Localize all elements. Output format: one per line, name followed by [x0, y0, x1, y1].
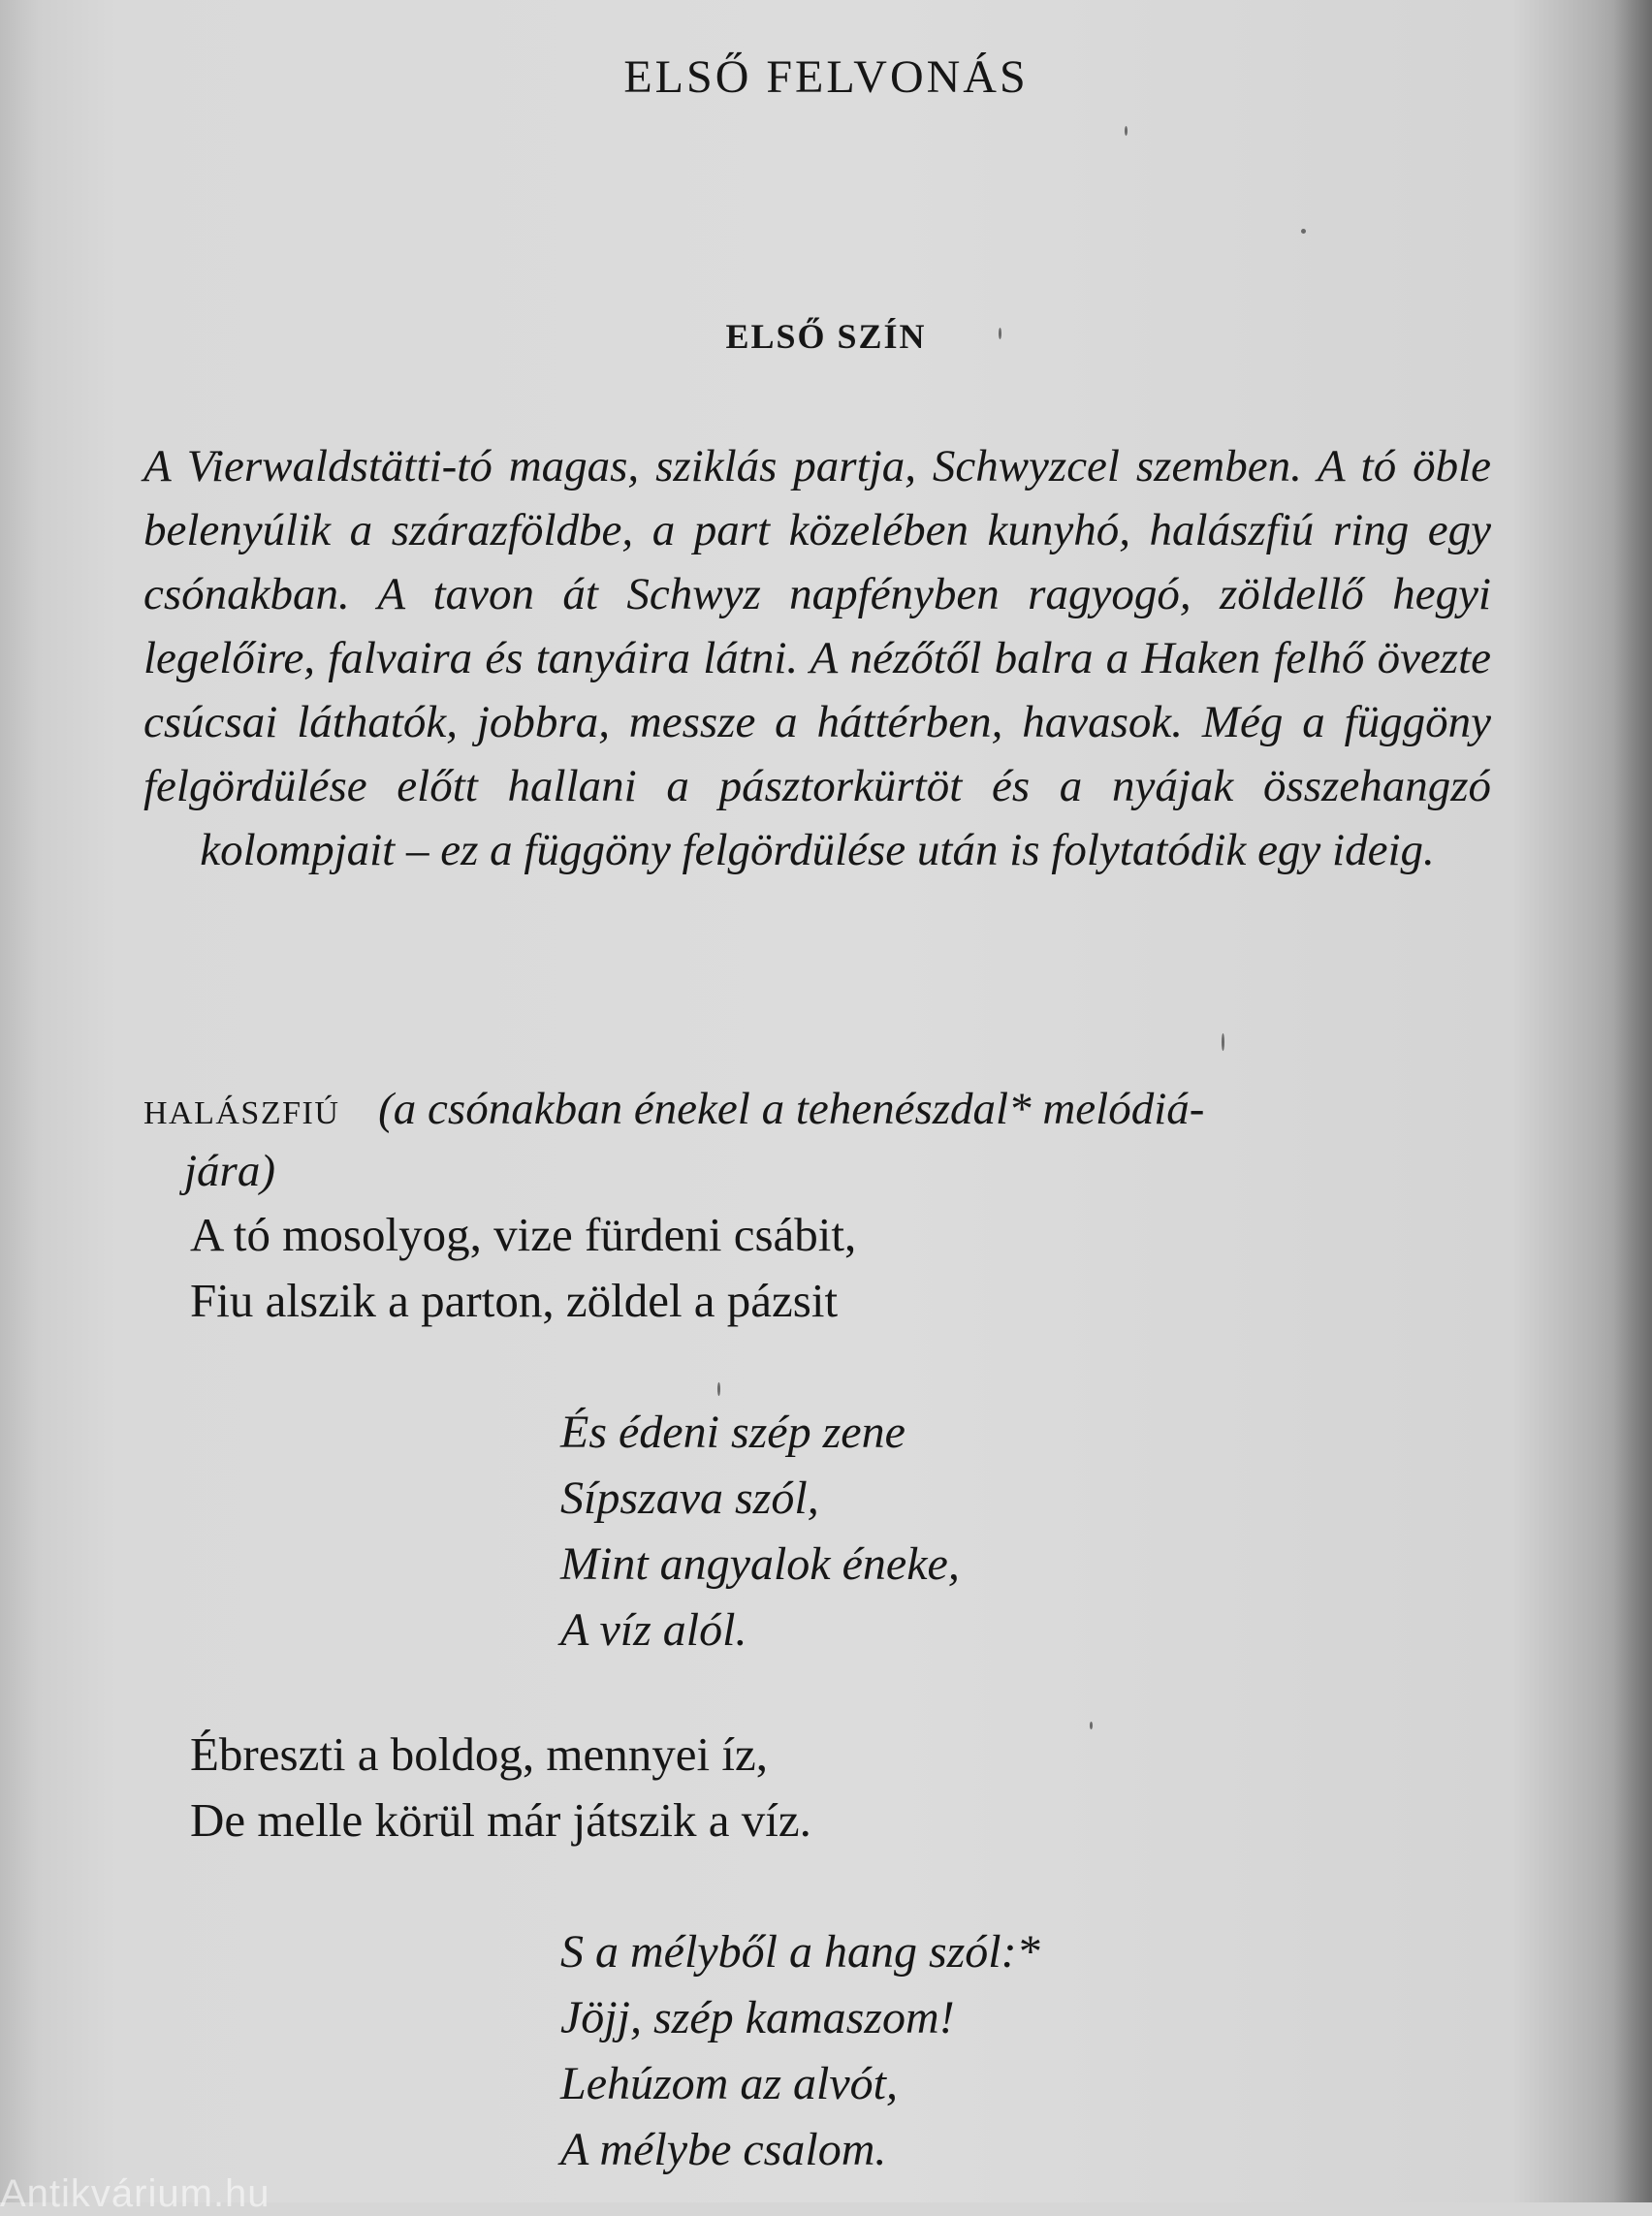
verse-line: A víz alól. — [560, 1604, 747, 1656]
verse-line: Fiu alszik a parton, zöldel a pázsit — [190, 1274, 839, 1327]
speaker-direction: (a csónakban énekel a tehenészdal* melódiá- — [378, 1084, 1205, 1134]
verse-stanza-4 — [560, 1919, 1040, 2183]
verse-line: A tó mosolyog, vize fürdeni csábit, — [190, 1208, 857, 1261]
paper-speck — [717, 1382, 720, 1396]
verse-line: Mint angyalok éneke, — [560, 1538, 960, 1590]
speaker-name: HALÁSZFIÚ — [143, 1095, 340, 1131]
act-title: ELSŐ FELVONÁS — [623, 51, 1029, 103]
speaker-line — [143, 1078, 1491, 1145]
paper-speck — [1222, 1033, 1224, 1051]
verse-stanza-2 — [560, 1400, 960, 1663]
paper-speck — [1090, 1722, 1093, 1729]
verse-line: A mélybe csalom. — [560, 2124, 887, 2175]
verse-line: És édeni szép zene — [560, 1407, 905, 1458]
verse-line: Sípszava szól, — [560, 1472, 819, 1524]
scene-title: ELSŐ SZÍN — [725, 317, 927, 356]
verse-line: Ébreszti a boldog, mennyei íz, — [190, 1727, 768, 1781]
stage-direction: A Vierwaldstätti-tó magas, sziklás partja, Schwyzcel szemben. A tó öble belenyúlik a szárazföldbe, a part közelében kunyhó, halászfiú ring egy csónakban. A tavon át Schwyz napfényben ragyogó, zöldellő hegyi legelőire, falvaira és tanyáira látni. A nézőtől balra a Haken felhő övezte csúcsai láthatók, jobbra, messze a háttérben, havasok. Még a függöny felgördülése előtt hallani a pásztorkürtöt és a nyájak összehangzó kolompjait – ez a függöny felgördülése után is folytatódik egy ideig. — [143, 441, 1491, 875]
verse-line: De melle körül már játszik a víz. — [190, 1793, 811, 1847]
verse-line: Lehúzom az alvót, — [560, 2058, 898, 2109]
watermark: Antikvárium.hu — [0, 2172, 270, 2215]
paper-speck — [1125, 126, 1128, 136]
paper-speck — [1301, 229, 1306, 234]
verse-line: Jöjj, szép kamaszom! — [560, 1992, 955, 2043]
verse-stanza-1 — [190, 1202, 856, 1334]
paper-speck — [999, 328, 1001, 339]
verse-stanza-3 — [190, 1722, 811, 1853]
verse-line: S a mélyből a hang szól:* — [560, 1926, 1040, 1978]
speaker-direction-continued: jára) — [184, 1146, 275, 1196]
